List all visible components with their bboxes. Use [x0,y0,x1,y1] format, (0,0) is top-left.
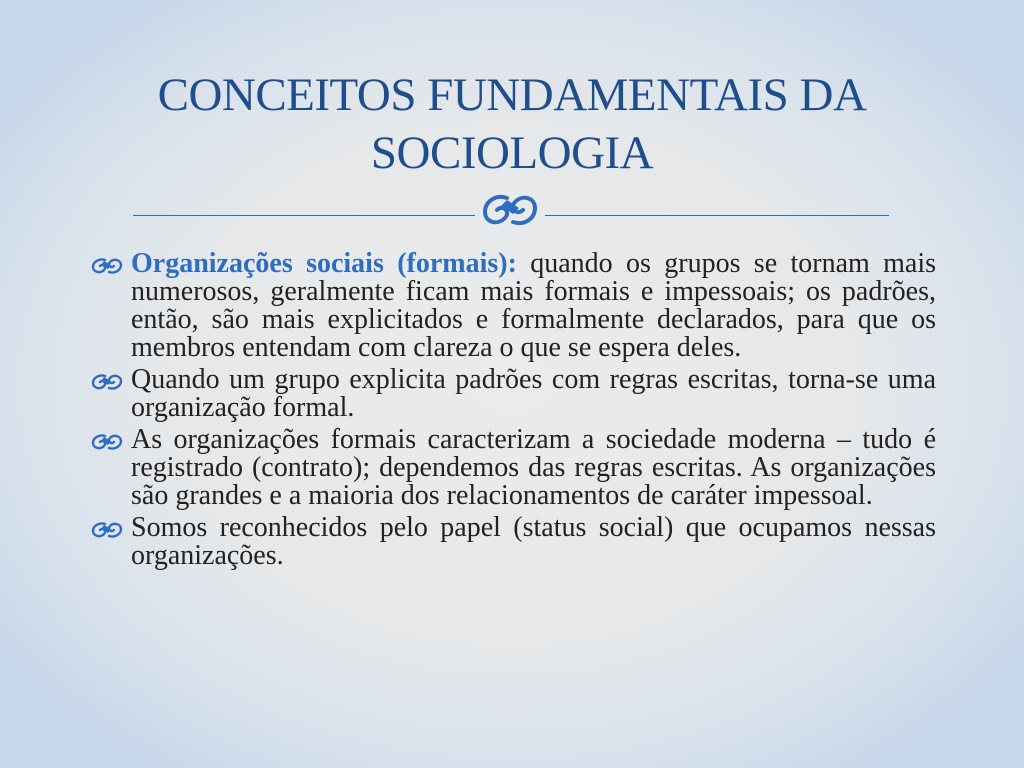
slide-title-line-1: CONCEITOS FUNDAMENTAIS DA [157,69,867,121]
bullet-text: As organizações formais caracterizam a sociedade moderna – tudo é registrado (contrato); dependemos das regras escritas. As organizações são grandes e a maioria dos relacionamentos de caráter impessoal. [131,424,936,511]
bullet-term: Organizações sociais (formais): [131,248,517,279]
slide-title [60,66,964,182]
bullet-list [90,250,936,574]
flourish-bullet-icon [90,256,124,276]
bullet-text: Quando um grupo explicita padrões com regras escritas, torna-se uma organização formal. [131,364,936,423]
bullet-item-2 [90,366,936,422]
flourish-bullet-icon [90,372,124,392]
bullet-text: quando os grupos se tornam mais numerosos, geralmente ficam mais formais e impessoais; os padrões, então, são mais explicitados e formalmente declarados, para que os membros entendam com clareza o que se espera deles. [131,248,936,363]
bullet-item-3 [90,426,936,510]
bullet-text: Somos reconhecidos pelo papel (status social) que ocupamos nessas organizações. [131,512,936,571]
slide-title-line-2: SOCIOLOGIA [370,127,654,179]
bullet-item-4 [90,514,936,570]
flourish-bullet-icon [90,432,124,452]
title-divider-right [545,215,889,216]
flourish-icon [477,190,543,230]
bullet-item-1 [90,250,936,362]
title-divider-left [133,215,475,216]
flourish-bullet-icon [90,520,124,540]
